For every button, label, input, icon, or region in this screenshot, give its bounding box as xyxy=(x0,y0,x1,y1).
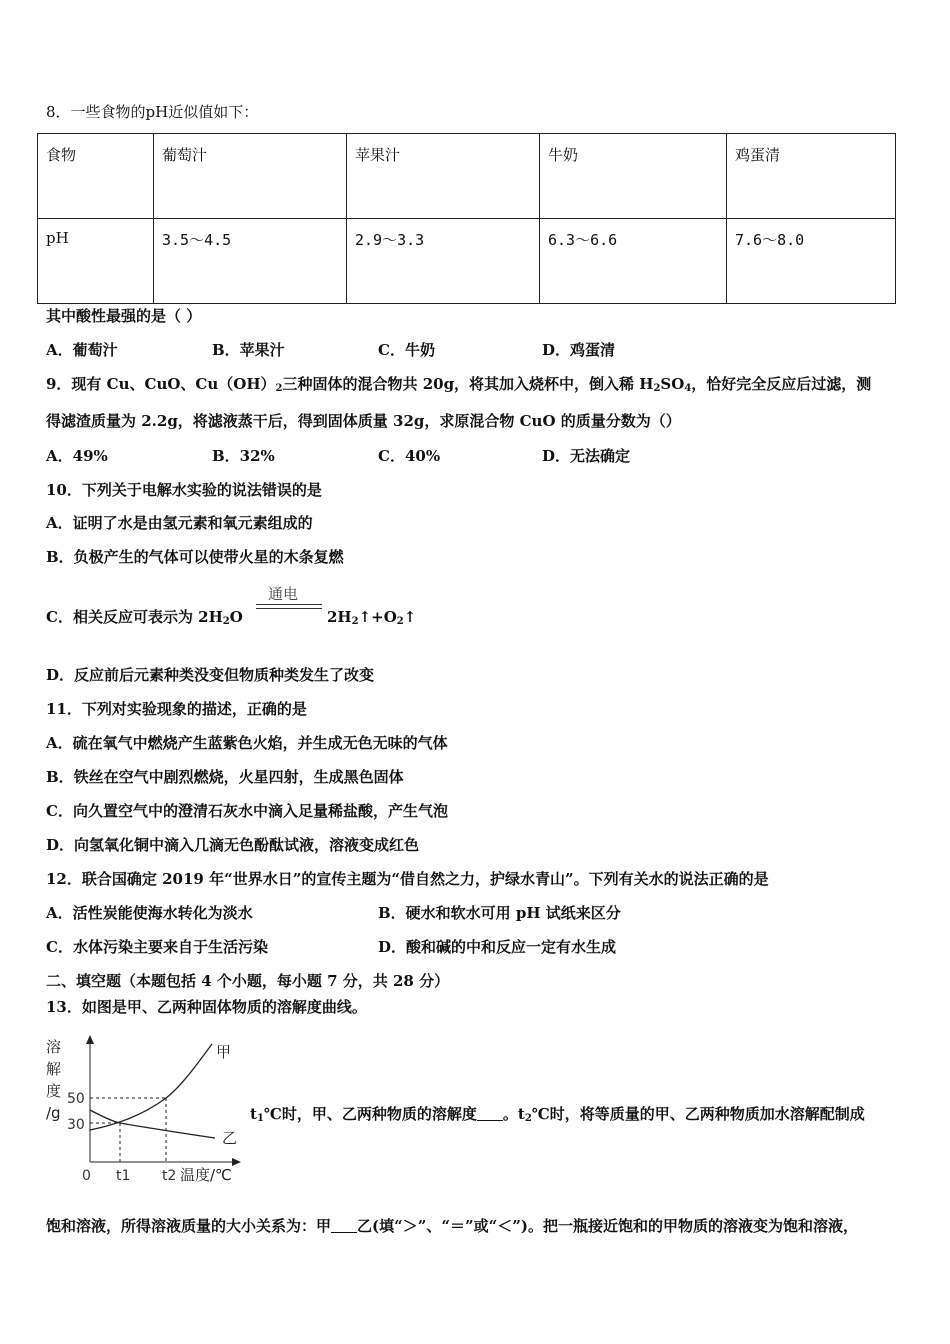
series-label-jia: 甲 xyxy=(216,1043,232,1061)
q9-option-c: C．40% xyxy=(378,447,441,465)
q11-option-a: A．硫在氧气中燃烧产生蓝紫色火焰，并生成无色无味的气体 xyxy=(46,734,448,752)
q9-option-d: D．无法确定 xyxy=(542,447,631,465)
y-tick-label: 50 xyxy=(67,1091,85,1107)
answer-blank[interactable] xyxy=(477,1106,503,1121)
y-axis-arrow xyxy=(86,1035,94,1044)
q11-option-d: D．向氢氧化铜中滴入几滴无色酚酞试液，溶液变成红色 xyxy=(46,836,420,854)
q10-option-c: C．相关反应可表示为 $2H_2O$ xyxy=(46,608,243,627)
q8-option-b: B．苹果汁 xyxy=(212,341,285,359)
y-label-char: 溶 xyxy=(46,1038,62,1056)
q9-line1: 9．现有 Cu、CuO、$Cu(OH)_2$三种固体的混合物共 20g，将其加入烧杯中，倒入稀 $H_2SO_4$，恰好完全反应后过滤，测 xyxy=(46,375,872,394)
q9-option-a: A．49% xyxy=(46,447,108,465)
table-cell: 葡萄汁 xyxy=(154,134,347,219)
q13-text-line2: 饱和溶液，所得溶液质量的大小关系为：甲 乙(填“＞”、“＝”或“＜”)。把一瓶接近饱和的甲物质的溶液变为饱和溶液， xyxy=(46,1217,858,1235)
table-cell: 食物 xyxy=(38,134,154,219)
x-tick-label: t1 xyxy=(116,1168,131,1184)
q9-line2: 得滤渣质量为 2.2g，将滤液蒸干后，得到固体质量 32g，求原混合物 CuO 的质量分数为（） xyxy=(46,412,681,430)
y-label-char: /g xyxy=(46,1104,61,1122)
q10-option-d: D．反应前后元素种类没变但物质种类发生了改变 xyxy=(46,666,375,684)
table-cell: 3.5～4.5 xyxy=(154,219,347,304)
q12-option-c: C．水体污染主要来自于生活污染 xyxy=(46,938,268,956)
table-header-row xyxy=(38,134,896,219)
table-cell: 7.6～8.0 xyxy=(727,219,896,304)
q8-stem: 8．一些食物的pH近似值如下： xyxy=(46,103,259,121)
q12-option-a: A．活性炭能使海水转化为淡水 xyxy=(46,904,253,922)
solubility-graph xyxy=(40,1030,245,1190)
q13-text-line1: $t_1℃$时，甲、乙两种物质的溶解度 。$t_2℃$时，将等质量的甲、乙两种物质加水溶解配制成 xyxy=(250,1105,865,1124)
y-label-char: 度 xyxy=(46,1082,62,1100)
q8-question: 其中酸性最强的是（ ） xyxy=(46,307,202,325)
q12-stem: 12．联合国确定 2019 年“世界水日”的宣传主题为“借自然之力，护绿水青山”。下列有关水的说法正确的是 xyxy=(46,870,769,888)
q12-option-d: D．酸和碱的中和反应一定有水生成 xyxy=(378,938,617,956)
y-label-char: 解 xyxy=(46,1060,62,1078)
table-cell: pH xyxy=(38,219,154,304)
ph-table xyxy=(37,133,896,304)
answer-blank[interactable] xyxy=(331,1218,357,1233)
q10-option-a: A．证明了水是由氢元素和氧元素组成的 xyxy=(46,514,313,532)
table-row xyxy=(38,219,896,304)
q13-stem: 13．如图是甲、乙两种固体物质的溶解度曲线。 xyxy=(46,998,367,1016)
x-tick-label: t2 xyxy=(162,1168,177,1184)
q9-option-b: B．32% xyxy=(212,447,275,465)
equals-bar-bottom xyxy=(256,608,322,609)
q10-stem: 10．下列关于电解水实验的说法错误的是 xyxy=(46,481,322,499)
q8-option-d: D．鸡蛋清 xyxy=(542,341,616,359)
x-axis-label: 温度/℃ xyxy=(180,1166,232,1184)
q10-products: $2H_2↑+O_2↑$ xyxy=(327,608,417,627)
y-tick-label: 30 xyxy=(67,1117,85,1133)
curve-jia xyxy=(90,1044,212,1130)
series-label-yi: 乙 xyxy=(222,1129,238,1147)
q11-option-b: B．铁丝在空气中剧烈燃烧，火星四射，生成黑色固体 xyxy=(46,768,404,786)
curve-yi xyxy=(90,1110,215,1138)
table-cell: 6.3～6.6 xyxy=(540,219,727,304)
equals-bar-top xyxy=(256,604,322,605)
section-title: 二、填空题（本题包括 4 个小题，每小题 7 分，共 28 分） xyxy=(46,972,450,990)
q11-option-c: C．向久置空气中的澄清石灰水中滴入足量稀盐酸，产生气泡 xyxy=(46,802,448,820)
x-axis-arrow xyxy=(232,1158,241,1166)
table-cell: 牛奶 xyxy=(540,134,727,219)
q8-option-c: C．牛奶 xyxy=(378,341,435,359)
x-tick-label: 0 xyxy=(82,1168,91,1184)
q10-option-b: B．负极产生的气体可以使带火星的木条复燃 xyxy=(46,548,344,566)
reaction-condition: 通电 xyxy=(268,585,299,603)
q12-option-b: B．硬水和软水可用 pH 试纸来区分 xyxy=(378,904,621,922)
table-cell: 2.9～3.3 xyxy=(347,219,540,304)
q11-stem: 11．下列对实验现象的描述，正确的是 xyxy=(46,700,307,718)
q8-option-a: A．葡萄汁 xyxy=(46,341,118,359)
table-cell: 苹果汁 xyxy=(347,134,540,219)
table-cell: 鸡蛋清 xyxy=(727,134,896,219)
